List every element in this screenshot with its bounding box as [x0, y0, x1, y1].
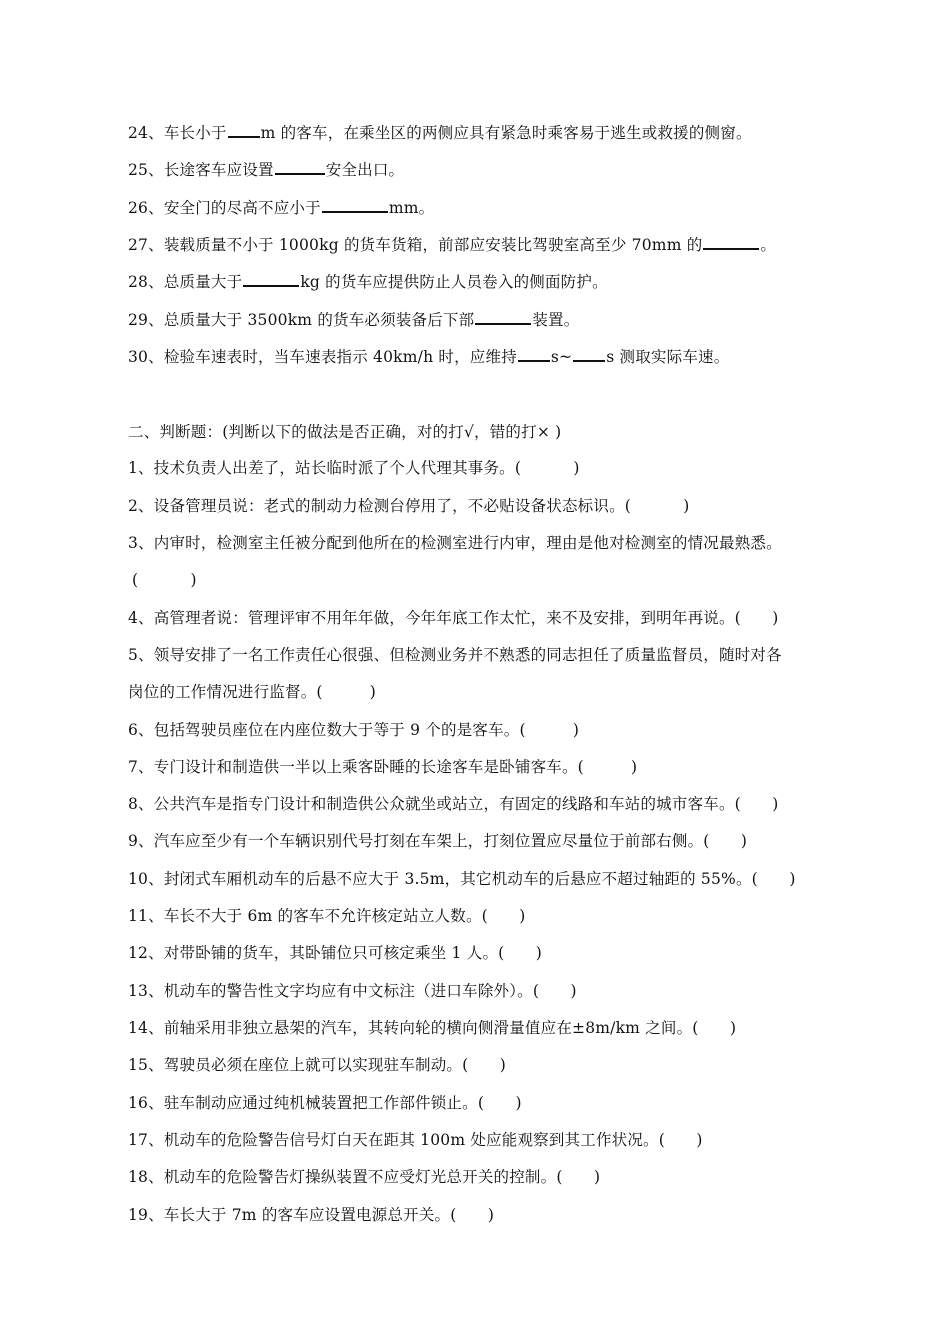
answer-blank[interactable] — [573, 346, 605, 362]
judgement-item: 2、设备管理员说：老式的制动力检测台停用了，不必贴设备状态标识。( ) — [128, 497, 690, 515]
answer-blank[interactable] — [703, 234, 759, 250]
judgement-item: 13、机动车的警告性文字均应有中文标注（进口车除外）。( ) — [128, 982, 577, 1000]
judgement-item: 5、领导安排了一名工作责任心很强、但检测业务并不熟悉的同志担任了质量监督员，随时对各 — [128, 646, 782, 664]
question-text: 装置。 — [532, 311, 580, 329]
judgement-item: 16、驻车制动应通过纯机械装置把工作部件锁止。( ) — [128, 1094, 522, 1112]
question-text: 24、车长小于 — [128, 124, 227, 142]
judgement-item: 7、专门设计和制造供一半以上乘客卧睡的长途客车是卧铺客车。( ) — [128, 758, 638, 776]
judgement-item: 15、驾驶员必须在座位上就可以实现驻车制动。( ) — [128, 1056, 507, 1074]
question-25 — [128, 159, 404, 180]
answer-blank[interactable] — [275, 159, 325, 175]
question-text: kg 的货车应提供防止人员卷入的侧面防护。 — [300, 273, 608, 291]
question-text: 27、装载质量不小于 1000kg 的货车货箱，前部应安装比驾驶室高至少 70mm 的 — [128, 236, 703, 254]
judgement-item: 6、包括驾驶员座位在内座位数大于等于 9 个的是客车。( ) — [128, 721, 580, 739]
judgement-item: 17、机动车的危险警告信号灯白天在距其 100m 处应能观察到其工作状况。( ) — [128, 1131, 703, 1149]
question-text: 安全出口。 — [325, 161, 405, 179]
answer-blank[interactable] — [243, 271, 299, 287]
answer-blank[interactable] — [322, 197, 388, 213]
question-27 — [128, 234, 776, 255]
answer-blank[interactable] — [518, 346, 550, 362]
question-28 — [128, 271, 608, 292]
judgement-item: 19、车长大于 7m 的客车应设置电源总开关。( ) — [128, 1206, 495, 1224]
judgement-item: 4、高管理者说：管理评审不用年年做，今年年底工作太忙，来不及安排，到明年再说。( ) — [128, 609, 779, 627]
answer-blank[interactable] — [228, 122, 260, 138]
judgement-item-continuation: 岗位的工作情况进行监督。( ) — [128, 683, 376, 701]
question-text: 29、总质量大于 3500km 的货车必须装备后下部 — [128, 311, 475, 329]
question-30 — [128, 346, 729, 367]
judgement-item: 10、封闭式车厢机动车的后悬不应大于 3.5m，其它机动车的后悬应不超过轴距的 55%。( ) — [128, 870, 796, 888]
question-text: s~ — [550, 348, 573, 366]
question-29 — [128, 309, 579, 330]
judgement-item: 1、技术负责人出差了，站长临时派了个人代理其事务。( ) — [128, 459, 580, 477]
judgement-item: 9、汽车应至少有一个车辆识别代号打刻在车架上，打刻位置应尽量位于前部右侧。( ) — [128, 832, 748, 850]
question-text: 30、检验车速表时，当车速表指示 40km/h 时，应维持 — [128, 348, 517, 366]
judgement-item: 3、内审时，检测室主任被分配到他所在的检测室进行内审，理由是他对检测室的情况最熟悉。 — [128, 534, 782, 552]
judgement-item: 14、前轴采用非独立悬架的汽车，其转向轮的横向侧滑量值应在±8m/km 之间。( ) — [128, 1019, 737, 1037]
judgement-item: 8、公共汽车是指专门设计和制造供公众就坐或站立，有固定的线路和车站的城市客车。( ) — [128, 795, 779, 813]
question-26 — [128, 197, 434, 218]
question-text: 26、安全门的尽高不应小于 — [128, 199, 321, 217]
question-text: s 测取实际车速。 — [606, 348, 730, 366]
question-text: m 的客车，在乘坐区的两侧应具有紧急时乘客易于逃生或救援的侧窗。 — [260, 124, 752, 142]
question-text: 。 — [760, 236, 777, 254]
question-text: 25、长途客车应设置 — [128, 161, 274, 179]
question-text: 28、总质量大于 — [128, 273, 243, 291]
answer-blank[interactable] — [475, 309, 531, 325]
judgement-item-continuation: ( ) — [132, 571, 197, 589]
question-24 — [128, 122, 752, 143]
judgement-item: 12、对带卧铺的货车，其卧铺位只可核定乘坐 1 人。( ) — [128, 944, 543, 962]
section-heading: 二、判断题：(判断以下的做法是否正确，对的打√，错的打× ) — [128, 423, 562, 441]
judgement-item: 18、机动车的危险警告灯操纵装置不应受灯光总开关的控制。( ) — [128, 1168, 601, 1186]
question-text: mm。 — [388, 199, 435, 217]
judgement-item: 11、车长不大于 6m 的客车不允许核定站立人数。( ) — [128, 907, 526, 925]
